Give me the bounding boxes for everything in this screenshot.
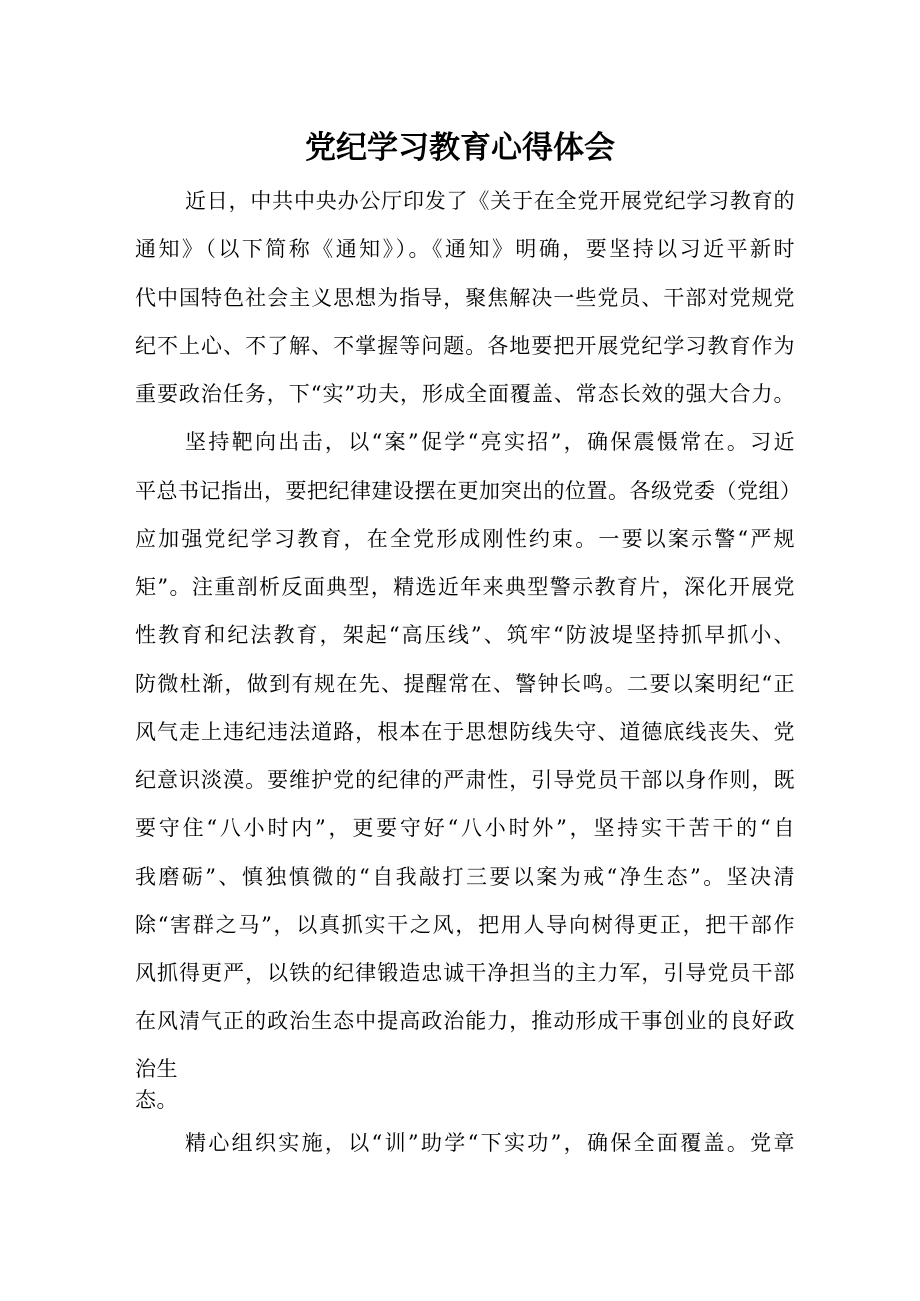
paragraph-2-line-4: 矩”。注重剖析反面典型，精选近年来典型警示教育片，深化开展党 xyxy=(135,575,795,599)
document-title: 党纪学习教育心得体会 xyxy=(305,130,615,166)
paragraph-2-line-2: 平总书记指出，要把纪律建设摆在更加突出的位置。各级党委（党组） xyxy=(135,479,802,503)
paragraph-2-line-3: 应加强党纪学习教育，在全党形成刚性约束。一要以案示警“严规 xyxy=(135,527,795,551)
paragraph-2-line-5: 性教育和纪法教育，架起“高压线”、筑牢“防波堤坚持抓早抓小、 xyxy=(135,623,795,647)
paragraph-1-line-4: 纪不上心、不了解、不掌握等问题。各地要把开展党纪学习教育作为 xyxy=(135,334,795,358)
paragraph-2-line-9: 要守住“八小时内”，更要守好“八小时外”，坚持实干苦干的“自 xyxy=(135,816,795,840)
paragraph-2-line-6: 防微杜渐，做到有规在先、提醒常在、警钟长鸣。二要以案明纪“正 xyxy=(135,672,795,696)
paragraph-1-line-5: 重要政治任务，下“实”功夫，形成全面覆盖、常态长效的强大合力。 xyxy=(135,382,795,406)
paragraph-2-line-10: 我磨砺”、慎独慎微的“自我敲打三要以案为戒“净生态”。坚决清 xyxy=(135,865,795,889)
paragraph-2-line-14: 治生 xyxy=(135,1057,178,1081)
paragraph-2-line-8: 纪意识淡漠。要维护党的纪律的严肃性，引导党员干部以身作则，既 xyxy=(135,768,795,792)
paragraph-2-line-12: 风抓得更严，以铁的纪律锻造忠诚干净担当的主力军，引导党员干部 xyxy=(135,961,795,985)
paragraph-2-line-7: 风气走上违纪违法道路，根本在于思想防线失守、道德底线丧失、党 xyxy=(135,720,795,744)
paragraph-1-line-2: 通知》（以下简称《通知》）。《通知》明确，要坚持以习近平新时 xyxy=(135,237,795,261)
paragraph-3-line-1: 精心组织实施，以“训”助学“下实功”，确保全面覆盖。党章 xyxy=(185,1131,795,1155)
paragraph-1-line-3: 代中国特色社会主义思想为指导，聚焦解决一些党员、干部对党规党 xyxy=(135,286,795,310)
paragraph-2-line-11: 除“害群之马”，以真抓实干之风，把用人导向树得更正，把干部作 xyxy=(135,913,795,937)
paragraph-1-line-1: 近日，中共中央办公厅印发了《关于在全党开展党纪学习教育的 xyxy=(185,189,795,213)
paragraph-2-line-15: 态。 xyxy=(135,1088,178,1112)
paragraph-2-line-13: 在风清气正的政治生态中提高政治能力，推动形成干事创业的良好政 xyxy=(135,1009,795,1033)
paragraph-2-line-1: 坚持靶向出击，以“案”促学“亮实招”，确保震慑常在。习近 xyxy=(185,430,795,454)
